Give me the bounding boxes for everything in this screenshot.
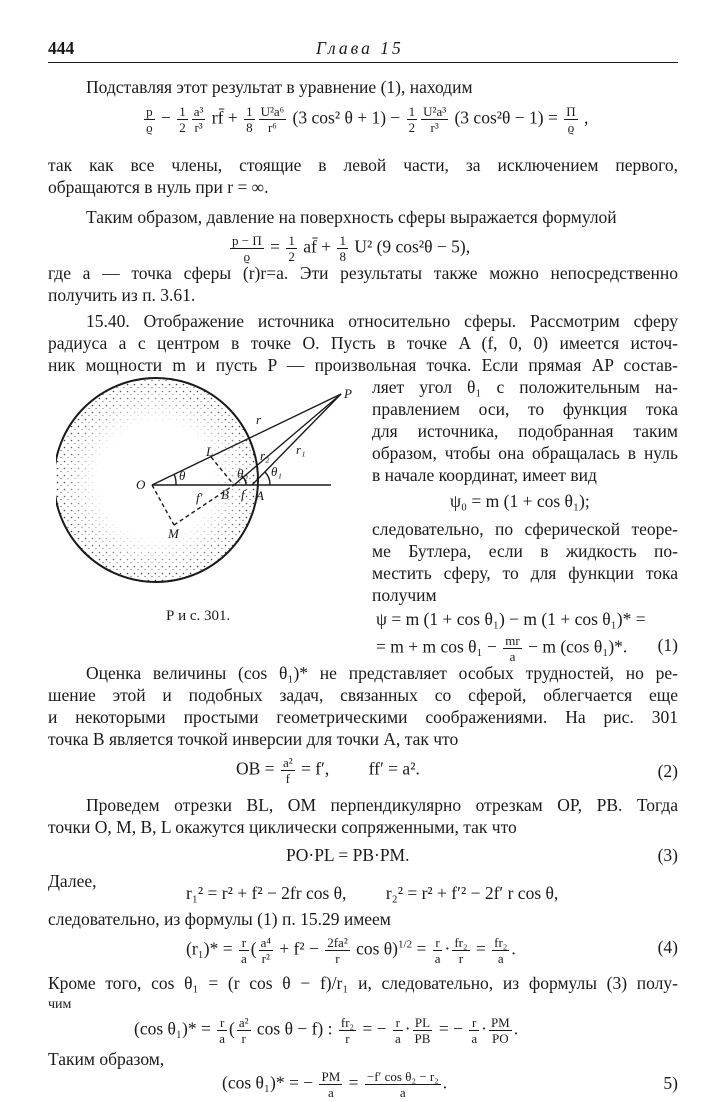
paragraph-line: Подставляя этот результат в уравнение (1), находим	[86, 77, 473, 97]
label-f: f	[241, 487, 245, 502]
column-line: местить сферу, то для функции тока	[372, 563, 678, 583]
paragraph-line: Кроме того, cos θ₁ = (r cos θ − f)/r₁ и, следовательно, из формулы (3) полу-	[48, 973, 678, 993]
equation-7: (cos θ₁)* = $\frac{r}{a}$ ( $\frac{\text{a²}}{r}$ cos θ − f) : $\frac{\text{fr₂}}{r}$ = − $\frac{r}{a}$ · $\frac{PL}{PB}$ = − $\frac{r}{a}$ · $\frac{PM}{PO}$ .	[134, 1015, 519, 1046]
equation-number: (3)	[657, 845, 678, 865]
paragraph-line: и некоторыми простыми геометрическими соображениями. На рис. 301	[48, 707, 678, 727]
column-line: образом, чтобы она обращалась в нуль	[372, 443, 678, 463]
label-l: L	[206, 444, 214, 459]
equation-psi1: ψ = m (1 + cos θ₁) − m (1 + cos θ₁)* =	[376, 609, 646, 629]
label-theta: θ	[179, 468, 186, 483]
equation-psi0: ψ₀ = m (1 + cos θ₁);	[450, 491, 590, 511]
label-a: A	[256, 488, 264, 503]
label-r1: r₁	[296, 442, 306, 457]
paragraph-line: радиуса a с центром в точке O. Пусть в точке A (f, 0, 0) имеется источ-	[48, 333, 678, 353]
line-ap	[252, 394, 341, 485]
label-r: r	[256, 412, 262, 427]
column-line: правлением оси, то функция тока	[372, 399, 678, 419]
equation-2: $\frac{p - \Pi}{ϱ}$ = $\frac{1}{2}$ af̄ + $\frac{1}{8}$ U² (9 cos²θ − 5),	[232, 233, 471, 264]
label-p: P	[344, 386, 352, 401]
equation-psi2: = m + m cos θ₁ − $\frac{mr}{a}$ − m (cos θ₁)*. (1)	[376, 633, 678, 664]
label-r2: r₂	[260, 448, 270, 463]
column-line: ме Бутлера, если в жидкость по-	[372, 541, 678, 561]
paragraph-line: Далее,	[48, 871, 97, 891]
equation-5: r₁² = r² + f² − 2fr cos θ, r₂² = r² + f′² − 2f′ r cos θ,	[186, 883, 559, 903]
equation-number: (4)	[657, 937, 678, 957]
running-header	[48, 38, 678, 60]
column-line: получим	[372, 585, 437, 605]
paragraph-line: точки O, M, B, L окажутся циклически сопряженными, так что	[48, 817, 517, 837]
header-rule	[48, 62, 678, 63]
paragraph-line: Проведем отрезки BL, OM перпендикулярно отрезкам OP, PB. Тогда	[86, 795, 678, 815]
column-line: в начале координат, имеет вид	[372, 465, 597, 485]
label-b: B	[221, 487, 229, 502]
equation-4: PO·PL = PB·PM.	[286, 845, 410, 865]
figure-caption: Р и с. 301.	[166, 608, 231, 624]
paragraph-line: Таким образом, давление на поверхность сферы выражается формулой	[86, 207, 617, 227]
paragraph-line: Оценка величины (cos θ₁)* не представляет особых трудностей, но ре-	[86, 663, 678, 683]
chapter-title: Глава 15	[316, 38, 404, 58]
label-theta2: θ₂	[237, 466, 248, 481]
paragraph-line: чим	[48, 997, 72, 1012]
label-m: M	[168, 526, 179, 541]
equation-number: (2)	[657, 761, 678, 781]
paragraph-line: шение этой и подобных задач, связанных со сферой, облегчается еще	[48, 685, 678, 705]
column-line: ляет угол θ₁ с положительным на-	[372, 377, 678, 397]
equation-8: (cos θ₁)* = − $\frac{PM}{a}$ = $\frac{\text{−f′ cos θ₂ − r₂}}{a}$ .	[222, 1069, 448, 1100]
paragraph-line: получить из п. 3.61.	[48, 285, 196, 305]
figure-301	[56, 362, 366, 634]
equation-3: OB = $\frac{\text{a²}}{f}$ = f′, ff′ = a².	[236, 755, 420, 786]
equation-1: $\frac{p}{ϱ}$ − $\frac{1}{2}$ $\frac{\text{a³}}{\text{r³}}$ rf̄ + $\frac{1}{8}$ $\frac{\text{U²a⁶}}{\text{r⁶}}$ (3 cos² θ + 1) − $\frac{1}{2}$ $\frac{\text{U²a³}}{\text{r³}}$ (3 cos²θ − 1) = $\frac{\Pi}{ϱ}$ ,	[146, 104, 589, 135]
paragraph-line: так как все члены, стоящие в левой части, за исключением первого,	[48, 155, 678, 175]
paragraph-line: точка B является точкой инверсии для точки A, так что	[48, 729, 459, 749]
page-number: 444	[48, 38, 75, 58]
paragraph-line: где a — точка сферы (r)r=a. Эти результаты также можно непосредственно	[48, 263, 678, 283]
label-fprime: f′	[196, 490, 203, 505]
paragraph-line: Таким образом,	[48, 1049, 165, 1069]
column-line: следовательно, по сферической теоре-	[372, 519, 678, 539]
section-heading-line: 15.40. Отображение источника относительно сферы. Рассмотрим сферу	[86, 311, 678, 331]
paragraph-line: ник мощности m и пусть P — произвольная точка. Если прямая AP состав-	[48, 355, 678, 375]
column-line: для источника, подобранная таким	[372, 421, 678, 441]
equation-number: 5)	[663, 1073, 678, 1093]
label-o: O	[136, 477, 146, 492]
equation-6: (r₁)* = $\frac{r}{a}$ ( $\frac{\text{a⁴}}{\text{r²}}$ + f² − $\frac{\text{2fa²}}{r}$ cos θ)$^{1/2}$ = $\frac{r}{a}$ · $\frac{\text{fr₂}}{r}$ = $\frac{\text{fr₂}}{a}$ .	[186, 935, 516, 966]
fraction: $\frac{p}{ϱ}$	[146, 104, 153, 135]
paragraph-line: обращаются в нуль при r = ∞.	[48, 177, 269, 197]
label-theta1: θ₁	[271, 464, 282, 479]
paragraph-line: следовательно, из формулы (1) п. 15.29 имеем	[48, 909, 391, 929]
